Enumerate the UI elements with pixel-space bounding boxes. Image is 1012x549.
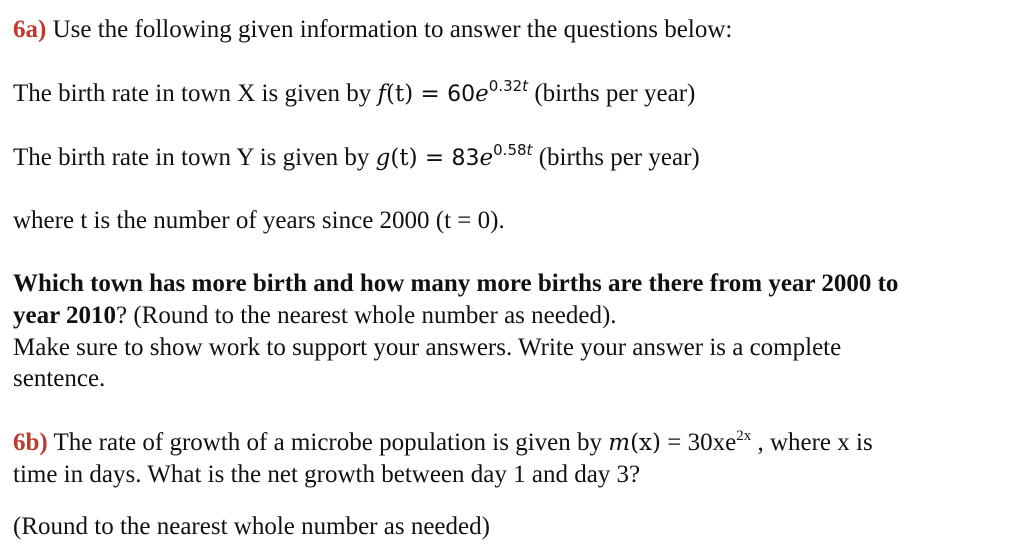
town-x-base: e <box>475 81 489 107</box>
town-x-eq: = <box>413 81 448 107</box>
town-y-exponent <box>493 141 532 159</box>
question-line-2 <box>13 300 617 332</box>
town-y-base: e <box>479 145 494 171</box>
q6b-text-1a: The rate of growth of a microbe population is given by <box>47 429 609 456</box>
q6b-exponent: 2x <box>736 428 752 444</box>
q6b-func: m <box>608 430 631 456</box>
q6a-label: 6a) <box>13 16 47 43</box>
town-y-coef: 83 <box>451 146 480 171</box>
town-y-func: g <box>375 145 391 171</box>
town-x-exponent <box>489 77 528 95</box>
q6b-func-var: (x) <box>630 430 661 456</box>
town-x-prefix: The birth rate in town X is given by <box>13 80 378 107</box>
q6b-line-2: time in days. What is the net growth between day 1 and day 3? <box>13 461 641 488</box>
question-line-1 <box>13 268 898 300</box>
instructions-line-2: sentence. <box>13 365 106 392</box>
q6b-label: 6b) <box>13 429 48 456</box>
town-x-var: (t) <box>386 81 414 107</box>
q6a-intro-line <box>13 14 732 46</box>
town-x-coef: 60 <box>447 82 476 107</box>
where-line: where t is the number of years since 2000 (t = 0). <box>13 207 505 234</box>
town-x-line <box>13 78 695 112</box>
town-x-exp-num: 0.32 <box>488 77 523 95</box>
q6b-round-note: (Round to the nearest whole number as needed) <box>13 513 490 540</box>
town-x-units: (births per year) <box>528 80 696 107</box>
question-rest-2: ? (Round to the nearest whole number as needed). <box>116 302 617 329</box>
town-y-exp-var: t <box>526 141 533 159</box>
q6b-line-1 <box>13 427 873 462</box>
question-bold-1: Which town has more birth and how many more births are there from year 2000 to <box>13 270 899 297</box>
town-y-line <box>13 142 700 176</box>
town-x-func: f <box>377 81 387 107</box>
town-y-units: (births per year) <box>532 144 700 171</box>
question-bold-2: year 2010 <box>13 302 116 329</box>
q6b-eq: = 30xe <box>660 429 737 456</box>
q6b-text-1b: , where x is <box>751 429 873 456</box>
town-y-prefix: The birth rate in town Y is given by <box>13 144 376 171</box>
town-y-var: (t) <box>390 145 418 171</box>
q6a-intro: Use the following given information to answer the questions below: <box>46 16 733 43</box>
town-y-eq: = <box>417 145 452 171</box>
town-x-exp-var: t <box>522 77 529 95</box>
town-y-exp-num: 0.58 <box>493 141 527 159</box>
instructions-line-1: Make sure to show work to support your answers. Write your answer is a complete <box>13 334 842 361</box>
